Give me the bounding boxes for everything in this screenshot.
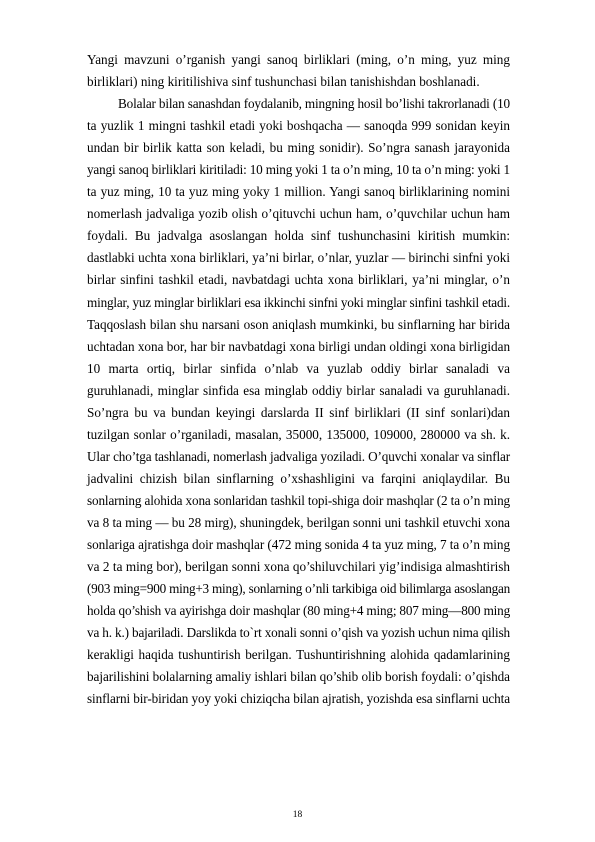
text-line: minglar, yuz minglar birliklari esa ikkinchi sinfni yoki minglar sinfini tashkil etadi. [87, 294, 510, 310]
text-line: birliklari) ning kiritilishiva sinf tushunchasi bilan tanishishdan boshlanadi. [87, 74, 480, 90]
text-line: holda qo’shish va ayirishga doir mashqlar (80 ming+4 ming; 807 ming—800 ming [87, 603, 510, 619]
text-line: bajarilishini bolalarning amaliy ishlari bilan qo’shib olib borish foydali: o’qishda [87, 669, 510, 685]
text-line: 10 marta ortiq, birlar sinfida o’nlab va yuzlab oddiy birlar sanaladi va [87, 360, 510, 376]
text-line: va 8 ta ming — bu 28 mirg), shuningdek, berilgan sonni uni tashkil etuvchi xona [87, 514, 510, 530]
text-line: birlar sinfini tashkil etadi, navbatdagi uchta xona birliklari, ya’ni minglar, o’n [87, 272, 510, 288]
text-line: Bolalar bilan sanashdan foydalanib, mingning hosil bo’lishi takrorlanadi (10 [118, 96, 510, 112]
text-line: nomerlash jadvaliga yozib olish o’qituvchi uchun ham, o’quvchilar uchun ham [87, 206, 510, 222]
text-line: tuzilgan sonlar o’rganiladi, masalan, 35000, 135000, 109000, 280000 va sh. k. [87, 426, 510, 442]
text-line: undan bir birlik katta son keladi, bu ming sonidir). So’ngra sanash jarayonida [87, 140, 510, 156]
text-line: guruhlanadi, minglar sinfida esa minglab oddiy birlar sanaladi va guruhlanadi. [87, 382, 510, 398]
text-line: jadvalini chizish bilan sinflarning o’xshashligini va farqini aniqlaydilar. Bu [87, 470, 510, 486]
text-line: ta yuz ming, 10 ta yuz ming yoky 1 million. Yangi sanoq birliklarining nomini [87, 184, 510, 200]
text-line: uchtadan xona bor, har bir navbatdagi xona birligi undan oldingi xona birligidan [87, 338, 511, 354]
text-line: kerakligi haqida tushuntirish berilgan. Tushuntirishning alohida qadamlarining [87, 647, 510, 663]
text-line: foydali. Bu jadvalga asoslangan holda sinf tushunchasini kiritish mumkin: [87, 228, 510, 244]
body-text [87, 49, 510, 710]
text-line: dastlabki uchta xona birliklari, ya’ni birlar, o’nlar, yuzlar — birinchi sinfni yoki [87, 250, 510, 266]
text-line: va h. k.) bajariladi. Darslikda to`rt xonali sonni o’qish va yozish uchun nima qilish [87, 625, 510, 641]
text-line: (903 ming=900 ming+3 ming), sonlarning o’nli tarkibiga oid bilimlarga asoslangan [87, 581, 510, 597]
text-line: yangi sanoq birliklari kiritiladi: 10 ming yoki 1 ta o’n ming, 10 ta o’n ming: yoki 1 [87, 162, 510, 178]
text-line: Ular cho’tga tashlanadi, nomerlash jadvaliga yoziladi. O’quvchi xonalar va sinflar [87, 448, 510, 464]
text-line: ta yuzlik 1 mingni tashkil etadi yoki boshqacha — sanoqda 999 sonidan keyin [87, 118, 510, 134]
text-line: So’ngra bu va bundan keyingi darslarda II sinf birliklari (II sinf sonlari)dan [87, 404, 510, 420]
text-line: va 2 ta ming bor), berilgan sonni xona qo’shiluvchilari yig’indisiga almashtirish [87, 559, 510, 575]
text-line: Taqqoslash bilan shu narsani oson aniqlash mumkinki, bu sinflarning har birida [87, 316, 510, 332]
text-line: Yangi mavzuni o’rganish yangi sanoq birliklari (ming, o’n ming, yuz ming [87, 52, 510, 67]
text-line: sonlarning alohida xona sonlaridan tashkil topi-shiga doir mashqlar (2 ta o’n ming [87, 492, 510, 508]
text-line: sinflarni bir-biridan yoy yoki chiziqcha bilan ajratish, yozishda esa sinflarni uchta [87, 691, 510, 707]
page-number: 18 [292, 810, 303, 820]
text-line: sonlariga ajratishga doir mashqlar (472 ming sonida 4 ta yuz ming, 7 ta o’n ming [87, 537, 510, 553]
